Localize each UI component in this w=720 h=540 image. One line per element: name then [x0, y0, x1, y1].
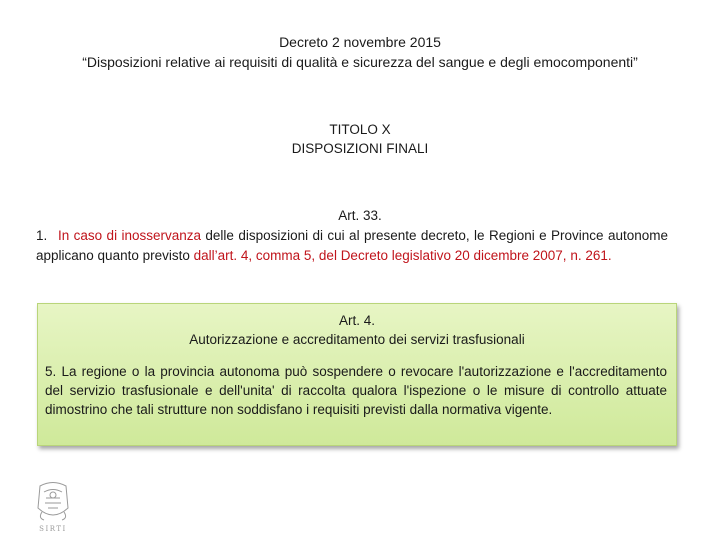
seal-icon: [30, 478, 76, 534]
seal-caption: SIRTI: [39, 525, 67, 533]
article-4-text: 5. La regione o la provincia autonoma può sospendere o revocare l'autorizzazione e l'accreditamento del servizio trasfusionale e dell'unita' di raccolta qualora l'ispezione o le misure di controllo attuate dimostrino che tali strutture non soddisfano i requisiti previsti dalla normativa vigente.: [45, 364, 667, 417]
titolo-number: TITOLO X: [329, 122, 391, 137]
article-4-heading: Art. 4.: [338, 313, 375, 328]
titolo-name: DISPOSIZIONI FINALI: [291, 141, 429, 156]
decree-title: Decreto 2 novembre 2015: [279, 34, 441, 50]
article-4-callout-box: [37, 303, 677, 446]
article-33-red-end: dall’art. 4, comma 5, del Decreto legislativo 20 dicembre 2007, n. 261.: [193, 248, 612, 263]
article-33-text: delle disposizioni di cui al presente decreto, le Regioni e Province autonome applicano quanto previsto: [36, 228, 668, 263]
section-title: [0, 120, 720, 158]
article-33-red-start: In caso di inosservanza: [58, 228, 202, 243]
article-33-heading: Art. 33.: [338, 208, 382, 223]
decree-subtitle: “Disposizioni relative ai requisiti di qualità e sicurezza del sangue e degli emocomponenti”: [82, 54, 638, 70]
seal-logo: [30, 478, 76, 534]
article-33-item-number: 1.: [36, 228, 48, 243]
article-33-body: [36, 226, 668, 266]
document-header: [0, 32, 720, 72]
article-4-title: Autorizzazione e accreditamento dei servizi trasfusionali: [189, 332, 525, 347]
